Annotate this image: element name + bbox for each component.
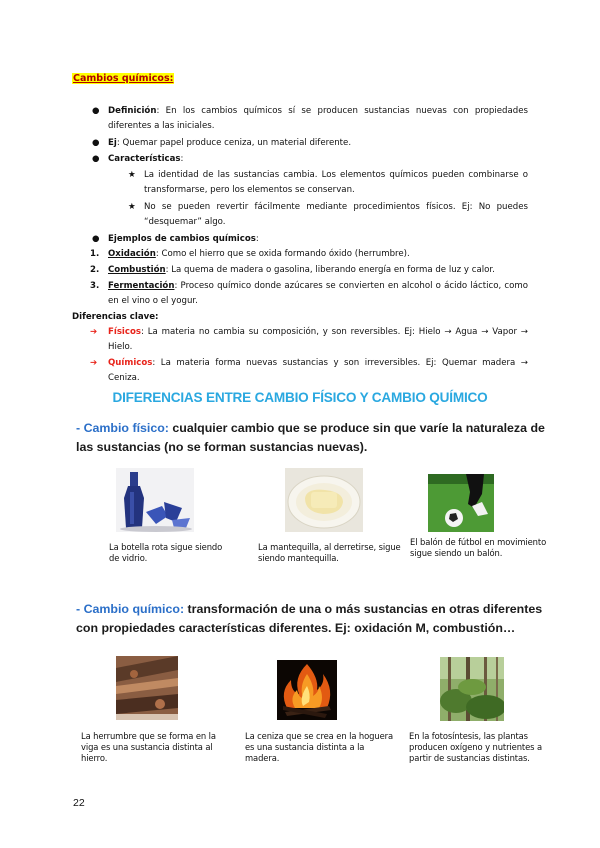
sublist-item — [128, 168, 528, 197]
image-caption: La botella rota sigue siendo de vidrio. — [109, 542, 223, 563]
cambio-quimico-definition — [76, 600, 556, 638]
ej-label: Ej — [108, 138, 117, 148]
image-caption: La mantequilla, al derretirse, sigue siendo mantequilla. — [258, 542, 401, 563]
numbered-item — [90, 247, 528, 262]
numbered-item — [90, 279, 528, 308]
definicion-text: : En los cambios químicos sí se producen sustancias nuevas con propiedades diferentes a las iniciales. — [108, 106, 528, 131]
definicion-label: Definición — [108, 106, 157, 116]
forest-image — [440, 657, 504, 721]
page-number: 22 — [73, 797, 85, 809]
rusty-beam-image — [116, 656, 178, 720]
bonfire-image — [277, 660, 337, 720]
section-heading: Cambios químicos: — [73, 73, 174, 84]
star-icon: ★ — [128, 202, 136, 212]
cambio-quimico-label: - Cambio químico: — [76, 602, 185, 616]
list-item-caracteristicas — [92, 152, 528, 167]
caracteristica-1: La identidad de las sustancias cambia. Los elementos químicos pueden combinarse o transformarse, pero los elementos se conservan. — [144, 170, 528, 195]
item-number: 2. — [90, 265, 100, 275]
diferencia-quimicos — [90, 356, 528, 385]
football-image — [428, 474, 494, 532]
image-caption: La herrumbre que se forma en la viga es una sustancia distinta al hierro. — [81, 731, 216, 763]
ejemplos-colon: : — [255, 234, 259, 244]
image-caption: El balón de fútbol en movimiento sigue siendo un balón. — [410, 537, 547, 558]
fisicos-label: Físicos — [108, 327, 141, 337]
ejemplos-label: Ejemplos de cambios químicos — [108, 234, 256, 244]
bullet-icon: ● — [92, 154, 100, 164]
fermentacion-label: Fermentación — [108, 281, 175, 291]
fermentacion-text: : Proceso químico donde azúcares se convierten en alcohol o ácido láctico, como en el vino o el yogur. — [108, 281, 528, 306]
diferencia-fisicos — [90, 325, 528, 354]
combustion-text: : La quema de madera o gasolina, liberando energía en forma de luz y calor. — [165, 265, 495, 275]
arrow-right-icon: ➔ — [90, 327, 98, 337]
bullet-icon: ● — [92, 138, 100, 148]
arrow-right-icon: ➔ — [90, 358, 98, 368]
caracteristicas-colon: : — [180, 154, 184, 164]
bullet-icon: ● — [92, 234, 100, 244]
list-item-ej — [92, 136, 528, 151]
item-number: 1. — [90, 249, 100, 259]
list-item-definicion — [92, 104, 528, 133]
quimicos-label: Químicos — [108, 358, 153, 368]
butter-image — [285, 468, 363, 532]
image-caption: La ceniza que se crea en la hoguera es una sustancia distinta a la madera. — [245, 731, 393, 763]
oxidacion-text: : Como el hierro que se oxida formando óxido (herrumbre). — [155, 249, 410, 259]
bullet-icon: ● — [92, 106, 100, 116]
caracteristica-2: No se pueden revertir fácilmente mediante procedimientos físicos. Ej: No puedes “desquemar” algo. — [144, 202, 528, 227]
cambio-fisico-label: - Cambio físico: — [76, 421, 169, 435]
cambio-fisico-text: cualquier cambio que se produce sin que varíe la naturaleza de las sustancias (no se forman sustancias nuevas). — [76, 421, 545, 454]
star-icon: ★ — [128, 170, 136, 180]
diferencias-label: Diferencias clave: — [72, 312, 159, 322]
broken-bottle-image — [116, 468, 194, 532]
diferencias-heading — [72, 310, 158, 325]
ej-text: : Quemar papel produce ceniza, un material diferente. — [116, 138, 352, 148]
sublist-item — [128, 200, 528, 229]
caracteristicas-label: Características — [108, 154, 181, 164]
image-caption: En la fotosíntesis, las plantas producen oxígeno y nutrientes a partir de sustancias distintas. — [409, 731, 543, 763]
cambio-fisico-definition — [76, 419, 556, 457]
combustion-label: Combustión — [108, 265, 166, 275]
list-item-ejemplos — [92, 232, 528, 247]
fisicos-text: : La materia no cambia su composición, y son reversibles. Ej: Hielo → Agua → Vapor → Hielo. — [108, 327, 528, 352]
oxidacion-label: Oxidación — [108, 249, 156, 259]
cambio-quimico-text: transformación de una o más sustancias en otras diferentes con propiedades características diferentes. Ej: oxidación M, combustión… — [76, 602, 543, 635]
numbered-item — [90, 263, 528, 278]
item-number: 3. — [90, 281, 100, 291]
quimicos-text: : La materia forma nuevas sustancias y son irreversibles. Ej: Quemar madera → Ceniza. — [108, 358, 528, 383]
comparison-title: DIFERENCIAS ENTRE CAMBIO FÍSICO Y CAMBIO QUÍMICO — [112, 390, 488, 405]
